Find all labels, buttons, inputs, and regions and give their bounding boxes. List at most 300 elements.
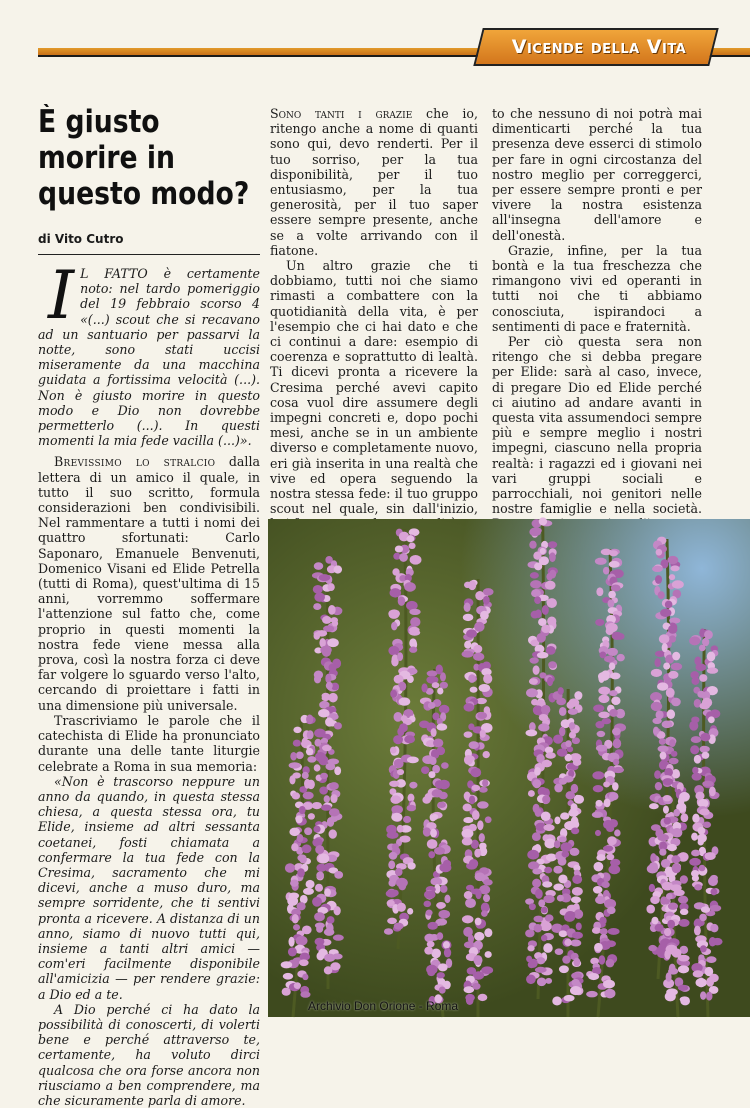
heather-bloom — [322, 693, 330, 699]
heather-bloom — [574, 795, 584, 804]
heather-bloom — [399, 835, 410, 842]
heather-bloom — [485, 816, 492, 823]
heather-bloom — [296, 815, 303, 823]
heather-bloom — [306, 880, 315, 889]
heather-bloom — [529, 541, 536, 549]
heather-bloom — [533, 665, 540, 675]
heather-bloom — [533, 779, 542, 788]
heather-bloom — [529, 678, 538, 684]
heather-bloom — [474, 622, 484, 632]
heather-bloom — [548, 541, 557, 548]
heather-bloom — [694, 755, 701, 764]
heather-bloom — [574, 909, 583, 919]
heather-bloom — [299, 856, 306, 864]
heather-bloom — [527, 945, 534, 951]
heather-bloom — [306, 714, 313, 724]
heather-bloom — [471, 768, 482, 777]
heather-bloom — [649, 803, 659, 809]
heather-bloom — [664, 817, 671, 825]
heather-bloom — [562, 956, 570, 964]
heather-bloom — [528, 790, 535, 797]
heather-bloom — [669, 618, 680, 624]
heather-bloom — [542, 795, 550, 804]
heather-bloom — [663, 663, 670, 670]
heather-bloom — [444, 895, 450, 904]
heather-bloom — [710, 905, 722, 912]
heather-bloom — [302, 844, 312, 853]
heather-bloom — [409, 543, 416, 549]
heather-bloom — [421, 683, 427, 692]
heather-bloom — [545, 914, 554, 921]
heather-bloom — [426, 965, 437, 975]
heather-bloom — [394, 923, 404, 930]
heather-bloom — [559, 965, 569, 973]
heather-bloom — [469, 859, 478, 868]
heather-bloom — [391, 805, 403, 814]
heather-bloom — [699, 674, 707, 682]
heather-bloom — [612, 782, 619, 791]
heather-bloom — [485, 951, 492, 958]
heather-bloom — [483, 588, 494, 595]
heather-bloom — [399, 723, 408, 732]
heather-bloom — [541, 907, 548, 914]
heather-bloom — [648, 945, 656, 951]
heather-bloom — [327, 817, 334, 827]
heather-bloom — [573, 958, 580, 967]
heather-bloom — [397, 903, 406, 912]
heather-bloom — [290, 752, 297, 761]
heather-bloom — [651, 702, 662, 711]
heather-bloom — [594, 862, 604, 872]
heather-bloom — [607, 906, 616, 914]
heather-bloom — [404, 735, 415, 743]
heather-bloom — [535, 967, 547, 973]
heather-bloom — [547, 677, 553, 686]
heather-bloom — [285, 863, 295, 873]
heather-bloom — [538, 723, 549, 731]
heather-bloom — [314, 562, 324, 570]
heather-bloom — [439, 986, 446, 993]
heather-bloom — [611, 584, 621, 591]
heather-bloom — [313, 585, 323, 594]
heather-bloom — [662, 882, 673, 891]
heather-bloom — [602, 689, 610, 695]
heather-bloom — [398, 882, 406, 890]
heather-bloom — [673, 889, 684, 896]
heather-bloom — [462, 837, 473, 845]
heather-bloom — [464, 731, 473, 738]
heather-bloom — [592, 927, 601, 934]
heather-bloom — [428, 771, 435, 778]
lead-in: Sono tanti i grazie — [270, 106, 412, 121]
heather-bloom — [463, 817, 473, 823]
paragraph: A Dio perché ci ha dato la possibilità di conoscerti, di volerti bene e perché attraverso te, certamente, ha voluto dirci qualcosa che ora forse ancora non riusciamo a ben comprendere, ma che sicuramente parla di amore. — [38, 1002, 260, 1108]
heather-bloom — [390, 795, 401, 804]
heather-bloom — [425, 793, 433, 801]
heather-bloom — [656, 549, 663, 556]
heather-bloom — [543, 824, 554, 831]
heather-bloom — [313, 603, 321, 610]
heather-bloom — [477, 820, 483, 830]
heather-bloom — [658, 745, 669, 752]
heather-bloom — [655, 658, 661, 667]
paragraph: Per ciò questa sera non ritengo che si debba pregare per Elide: sarà al caso, invece, di pregare Dio ed Elide perché ci aiutino ad andare avanti in questa vita assumendoci sempre più e sempre meglio i nostri impegni, ciascuno nella propria realtà: i ragazzi ed i giovani nei vari gruppi sociali e parrocchiali, noi genitori nelle nostre famiglie e nella società. — [492, 334, 702, 562]
heather-bloom — [542, 881, 552, 887]
heather-bloom — [392, 843, 399, 849]
heather-bloom — [529, 657, 538, 663]
heather-bloom — [463, 614, 474, 621]
heather-bloom — [324, 795, 330, 803]
heather-bloom — [437, 932, 444, 940]
heather-bloom — [672, 863, 681, 873]
heather-bloom — [541, 705, 550, 714]
heather-bloom — [608, 865, 620, 874]
heather-bloom — [484, 928, 492, 937]
heather-bloom — [659, 634, 670, 643]
heather-bloom — [655, 575, 662, 584]
heather-bloom — [655, 924, 664, 932]
heather-bloom — [702, 781, 713, 787]
heather-bloom — [668, 671, 678, 679]
heather-bloom — [531, 611, 540, 619]
heather-bloom — [289, 762, 301, 768]
heather-bloom — [322, 616, 332, 624]
heather-bloom — [282, 988, 291, 996]
heather-bloom — [699, 865, 706, 872]
heather-bloom — [483, 751, 490, 758]
heather-bloom — [689, 858, 701, 866]
heather-bloom — [287, 896, 298, 906]
heather-bloom — [597, 731, 606, 737]
heather-bloom — [325, 717, 333, 726]
heather-bloom — [483, 674, 492, 684]
heather-bloom — [473, 955, 482, 965]
heather-bloom — [397, 769, 404, 775]
heather-bloom — [671, 663, 682, 671]
heather-bloom — [407, 862, 415, 869]
heather-bloom — [388, 860, 395, 869]
heather-bloom — [306, 748, 314, 756]
paragraph: Un altro grazie che ti dobbiamo, tutti noi che siamo rimasti a combattere con la quotidianità della vita, è per l'esempio che ci hai dato e che ci continui a dare: esempio di coerenza e soprattutto di lealtà. Ti dicevi pronta a ricevere la Cresima perché avevi capito cosa vuol dire assumere degli impegni concreti e, dopo pochi mesi, anche se in un ambiente diverso e completamente nuovo, eri già inserita in una realtà che vive ed opera seguendo la nostra stessa fede: il tuo gruppo scout nel quale, sin dall'inizio, — [270, 258, 478, 532]
heather-bloom — [595, 619, 604, 626]
heather-bloom — [307, 780, 315, 790]
heather-bloom — [529, 959, 538, 968]
heather-bloom — [664, 768, 673, 776]
heather-bloom — [436, 664, 443, 674]
heather-bloom — [291, 843, 298, 851]
heather-bloom — [334, 722, 342, 729]
heather-bloom — [535, 889, 543, 899]
heather-bloom — [668, 625, 677, 634]
heather-bloom — [440, 885, 448, 893]
heather-bloom — [292, 914, 299, 924]
heather-bloom — [430, 757, 437, 765]
heather-bloom — [678, 896, 688, 904]
heather-bloom — [444, 948, 451, 957]
heather-bloom — [483, 894, 490, 902]
heather-bloom — [679, 919, 690, 927]
headline-line: questo modo? — [38, 176, 249, 212]
heather-bloom — [437, 688, 443, 695]
heather-bloom — [598, 674, 604, 683]
heather-bloom — [423, 901, 431, 908]
heather-bloom — [332, 620, 338, 626]
heather-bloom — [690, 745, 699, 754]
heather-bloom — [480, 611, 489, 620]
heather-bloom — [471, 785, 480, 791]
heather-bloom — [541, 935, 547, 942]
heather-bloom — [613, 739, 621, 749]
heather-bloom — [465, 898, 476, 908]
headline-line: morire in — [38, 140, 175, 176]
heather-bloom — [607, 648, 618, 656]
heather-bloom — [571, 896, 581, 903]
section-title: Vicende della Vita — [488, 33, 710, 61]
heather-bloom — [432, 682, 440, 688]
heather-bloom — [479, 787, 488, 793]
heather-bloom — [314, 739, 321, 747]
heather-bloom — [312, 897, 322, 907]
heather-bloom — [526, 729, 538, 736]
heather-bloom — [315, 845, 324, 854]
byline: di Vito Cutro — [38, 232, 123, 246]
heather-bloom — [463, 804, 472, 812]
heather-bloom — [708, 876, 718, 886]
heather-bloom — [439, 705, 450, 714]
heather-bloom — [408, 794, 415, 802]
heather-bloom — [706, 992, 713, 1001]
heather-bloom — [393, 735, 403, 744]
heather-bloom — [659, 849, 666, 856]
heather-bloom — [534, 596, 541, 604]
heather-bloom — [325, 763, 335, 770]
heather-bloom — [571, 827, 579, 834]
heather-bloom — [327, 916, 335, 924]
heather-bloom — [314, 592, 325, 601]
heather-bloom — [334, 565, 343, 573]
heather-bloom — [431, 728, 437, 737]
heather-bloom — [537, 978, 546, 987]
heather-bloom — [533, 916, 543, 923]
heather-bloom — [598, 695, 609, 703]
heather-bloom — [604, 656, 615, 663]
heather-bloom — [546, 599, 554, 606]
paragraph: Trascriviamo le parole che il catechista di Elide ha pronunciato durante una delle tante liturgie celebrate a Roma in sua memoria: — [38, 713, 260, 774]
heather-bloom — [532, 879, 541, 888]
heather-bloom — [659, 760, 667, 769]
heather-bloom — [554, 817, 560, 825]
heather-photo — [268, 519, 750, 1017]
heather-bloom — [464, 603, 471, 612]
heather-bloom — [671, 751, 678, 757]
heather-bloom — [546, 573, 552, 581]
heather-bloom — [537, 633, 546, 643]
heather-bloom — [609, 709, 618, 717]
heather-bloom — [315, 884, 323, 892]
heather-bloom — [571, 803, 578, 812]
heather-bloom — [569, 732, 576, 739]
heather-bloom — [384, 928, 393, 935]
heather-bloom — [662, 721, 673, 729]
heather-bloom — [699, 808, 709, 815]
heather-bloom — [596, 587, 603, 596]
heather-bloom — [572, 875, 582, 884]
heather-bloom — [395, 868, 403, 876]
heather-bloom — [421, 766, 429, 774]
heather-bloom — [330, 794, 337, 803]
heather-bloom — [322, 745, 332, 751]
heather-bloom — [565, 791, 575, 799]
heather-bloom — [706, 977, 714, 987]
heather-bloom — [609, 690, 617, 696]
heather-bloom — [440, 682, 448, 689]
heather-bloom — [327, 583, 334, 591]
heather-bloom — [299, 959, 309, 966]
heather-bloom — [610, 673, 621, 680]
heather-bloom — [647, 864, 658, 873]
heather-illustration — [268, 519, 750, 1017]
heather-bloom — [475, 890, 481, 900]
heather-bloom — [602, 718, 611, 724]
heather-bloom — [611, 696, 620, 705]
heather-bloom — [703, 822, 711, 828]
heather-bloom — [438, 963, 448, 971]
heather-bloom — [613, 759, 619, 766]
heather-bloom — [663, 806, 669, 814]
heather-bloom — [329, 782, 339, 790]
heather-bloom — [318, 854, 329, 864]
heather-bloom — [474, 849, 481, 858]
paragraph: «Non è trascorso neppure un anno da quando, in questa stessa chiesa, a questa stessa ora, tu Elide, insieme ad altri sessanta coetanei, fosti chiamata a confermare la tua fede con la Cresima, sacramento che mi dicevi, anche a muso duro, ma sempre sorridente, che ti sentivi pronta a ricevere. A distanza di un anno, siamo di nuovo tutti qui, insieme a tanti altri amici — com'eri facilmente disponibile all'amicizia — per rendere grazie: a Dio ed a te. — [38, 774, 260, 1002]
heather-bloom — [694, 884, 702, 890]
heather-bloom — [543, 759, 550, 767]
heather-bloom — [671, 698, 681, 707]
heather-bloom — [479, 833, 485, 842]
heather-bloom — [657, 834, 668, 841]
heather-bloom — [558, 857, 567, 865]
heather-bloom — [673, 809, 680, 817]
heather-bloom — [320, 773, 328, 779]
heather-bloom — [530, 572, 539, 578]
heather-bloom — [294, 982, 301, 989]
heather-bloom — [653, 727, 659, 735]
heather-bloom — [544, 867, 552, 874]
heather-bloom — [293, 924, 300, 930]
heather-bloom — [609, 561, 620, 568]
heather-bloom — [700, 746, 710, 752]
heather-bloom — [693, 970, 704, 977]
heather-bloom — [317, 952, 325, 961]
heather-bloom — [483, 596, 490, 605]
heather-bloom — [553, 734, 563, 743]
heather-bloom — [288, 937, 294, 947]
heather-bloom — [558, 687, 564, 695]
heather-bloom — [333, 906, 340, 915]
heather-bloom — [328, 693, 337, 703]
heather-bloom — [470, 687, 478, 693]
heather-bloom — [678, 965, 689, 973]
heather-bloom — [699, 702, 709, 709]
heather-bloom — [549, 552, 556, 562]
heather-bloom — [586, 991, 598, 998]
heather-bloom — [705, 852, 716, 860]
heather-bloom — [652, 718, 661, 724]
heather-bloom — [407, 908, 413, 915]
heather-bloom — [710, 888, 717, 895]
heather-bloom — [564, 939, 572, 946]
heather-bloom — [565, 740, 571, 747]
heather-bloom — [438, 780, 449, 790]
heather-bloom — [707, 667, 718, 673]
heather-bloom — [475, 591, 484, 600]
heather-bloom — [390, 690, 397, 698]
heather-bloom — [481, 966, 493, 974]
heather-bloom — [691, 677, 699, 685]
heather-bloom — [593, 785, 604, 792]
heather-bloom — [326, 923, 333, 933]
heather-bloom — [543, 895, 554, 903]
heather-bloom — [542, 605, 549, 615]
heather-bloom — [547, 616, 556, 625]
heather-bloom — [407, 675, 414, 683]
heather-bloom — [680, 813, 688, 822]
heather-bloom — [660, 896, 667, 904]
heather-bloom — [548, 661, 556, 668]
heather-bloom — [397, 652, 403, 661]
heather-bloom — [469, 741, 479, 749]
heather-bloom — [302, 738, 308, 747]
heather-bloom — [708, 716, 715, 723]
heather-bloom — [443, 941, 450, 948]
heather-bloom — [437, 972, 445, 978]
heather-bloom — [533, 552, 541, 560]
heather-bloom — [389, 610, 400, 619]
article-headline — [38, 104, 214, 212]
heather-bloom — [391, 813, 402, 822]
heather-bloom — [333, 935, 344, 941]
heather-bloom — [594, 943, 603, 952]
heather-bloom — [315, 752, 326, 762]
heather-bloom — [397, 825, 404, 833]
heather-bloom — [596, 854, 605, 861]
heather-bloom — [691, 870, 699, 877]
heather-bloom — [700, 991, 706, 999]
heather-bloom — [473, 653, 484, 661]
heather-bloom — [701, 906, 710, 913]
heather-bloom — [299, 806, 306, 814]
heather-bloom — [329, 829, 337, 838]
heather-bloom — [526, 975, 536, 985]
heather-bloom — [438, 802, 446, 808]
paragraph — [270, 106, 478, 258]
heather-bloom — [545, 752, 555, 759]
heather-bloom — [427, 941, 435, 947]
heather-bloom — [433, 738, 443, 747]
headline-line: È giusto — [38, 104, 160, 140]
heather-bloom — [314, 675, 321, 684]
heather-bloom — [394, 712, 403, 722]
heather-bloom — [326, 682, 333, 690]
heather-bloom — [526, 688, 538, 697]
heather-bloom — [481, 910, 488, 916]
heather-bloom — [559, 837, 567, 843]
heather-bloom — [531, 589, 541, 597]
heather-bloom — [423, 827, 431, 836]
heather-bloom — [474, 932, 484, 941]
heather-bloom — [281, 961, 292, 968]
heather-bloom — [696, 978, 707, 987]
heather-bloom — [560, 812, 569, 819]
